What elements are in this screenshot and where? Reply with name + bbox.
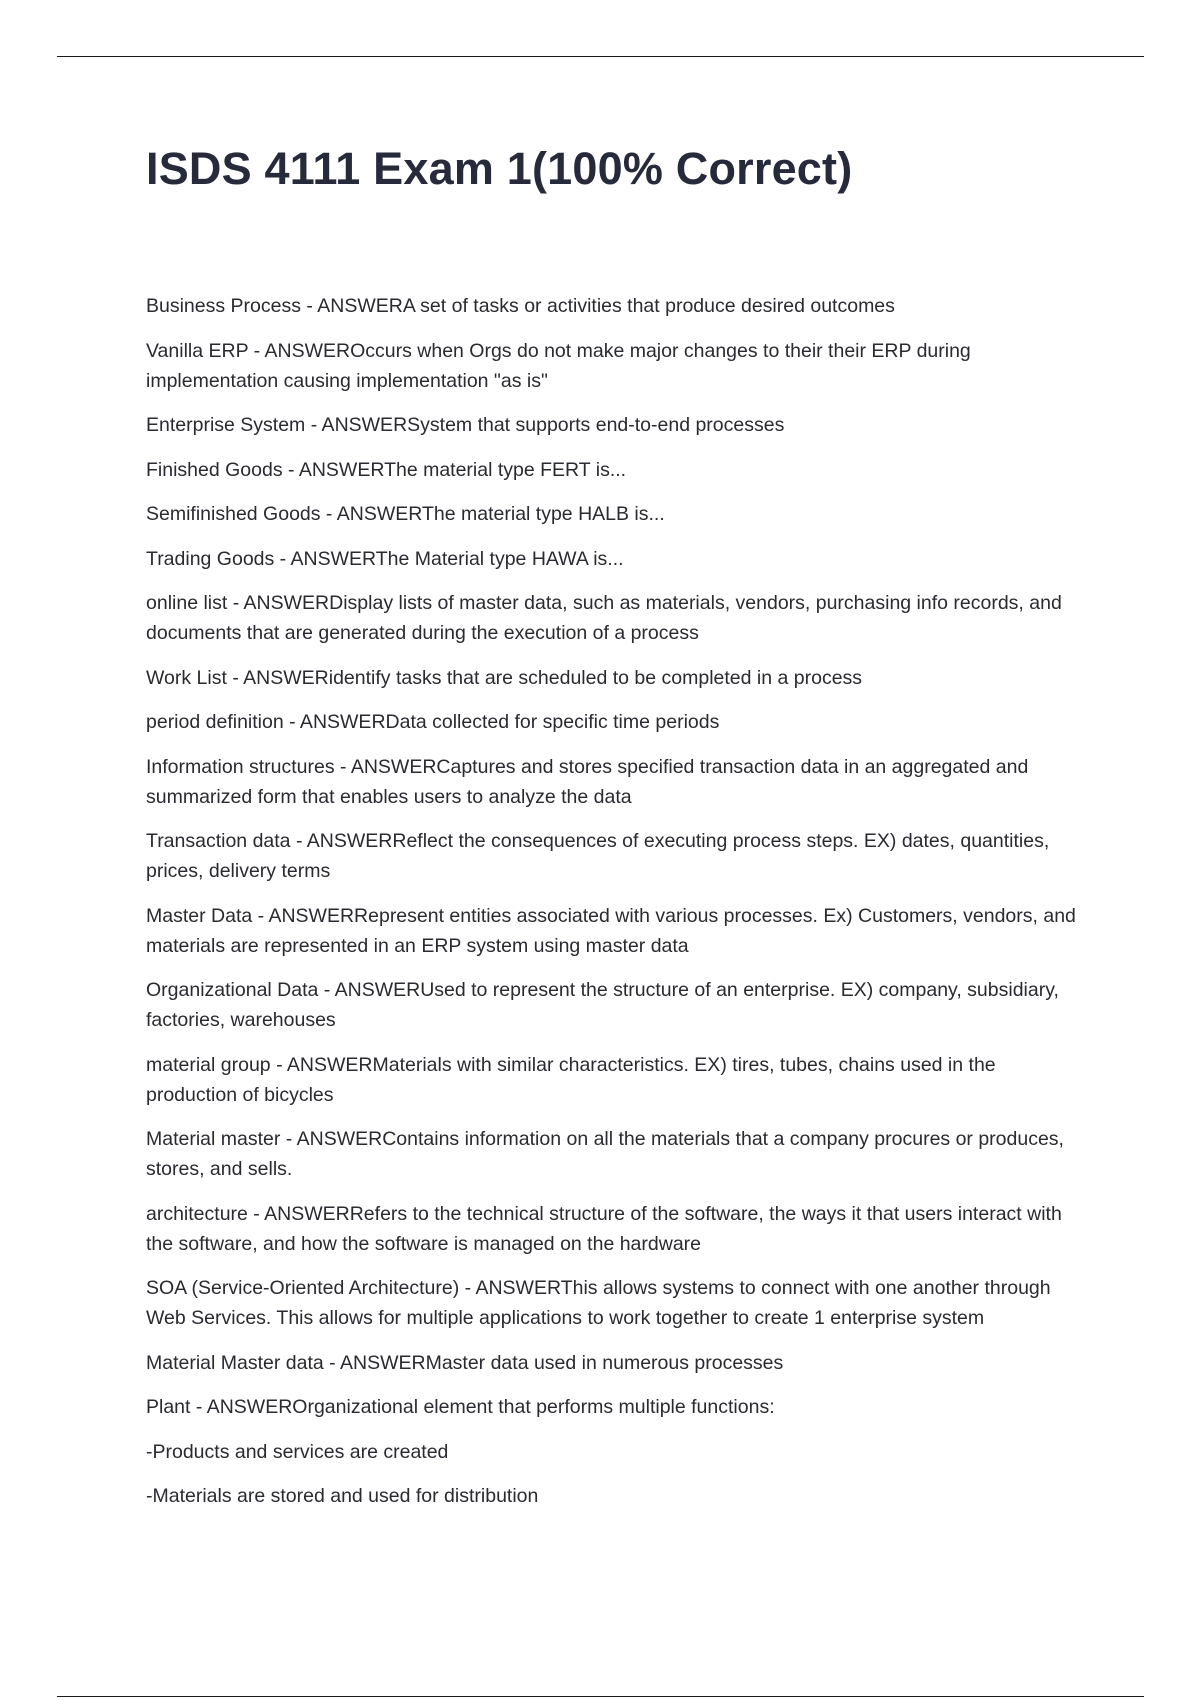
list-item: Work List - ANSWERidentify tasks that are scheduled to be completed in a process [146,666,863,689]
list-item: -Materials are stored and used for distribution [146,1485,539,1507]
list-item: -Products and services are created [146,1440,449,1463]
document-title: ISDS 4111 Exam 1(100% Correct) [146,143,853,194]
list-item: material group - ANSWERMaterials with similar characteristics. EX) tires, tubes, chains used in the production of bicycles [146,1053,996,1106]
list-item: Material Master data - ANSWERMaster data used in numerous processes [146,1351,784,1374]
list-item: period definition - ANSWERData collected for specific time periods [146,711,720,733]
top-divider-line [57,56,1144,57]
list-item: Plant - ANSWEROrganizational element that performs multiple functions: [146,1396,775,1418]
list-item: Transaction data - ANSWERReflect the consequences of executing process steps. EX) dates, quantities, prices, delivery terms [146,830,1050,882]
list-item: Vanilla ERP - ANSWEROccurs when Orgs do not make major changes to their their ERP during implementation causing implementation "as is" [146,339,971,392]
list-item: Master Data - ANSWERRepresent entities associated with various processes. Ex) Customers, vendors, and materials are represented in an ERP system using master data [146,904,1076,957]
list-item: Organizational Data - ANSWERUsed to represent the structure of an enterprise. EX) company, subsidiary, factories, warehouses [146,979,1059,1031]
list-item: architecture - ANSWERRefers to the technical structure of the software, the ways it that users interact with the software, and how the software is managed on the hardware [146,1202,1062,1255]
list-item: Business Process - ANSWERA set of tasks or activities that produce desired outcomes [146,295,895,317]
list-item: Trading Goods - ANSWERThe Material type HAWA is... [146,547,624,570]
list-item: Finished Goods - ANSWERThe material type FERT is... [146,458,627,481]
list-item: Semifinished Goods - ANSWERThe material type HALB is... [146,503,665,525]
list-item: SOA (Service-Oriented Architecture) - ANSWERThis allows systems to connect with one another through Web Services. This allows for multiple applications to work together to create 1 enterprise system [146,1277,1051,1329]
list-item: Enterprise System - ANSWERSystem that supports end-to-end processes [146,414,785,436]
list-item: Information structures - ANSWERCaptures and stores specified transaction data in an aggregated and summarized form that enables users to analyze the data [146,755,1029,808]
answer-list [146,291,1076,1526]
list-item: online list - ANSWERDisplay lists of master data, such as materials, vendors, purchasing info records, and documents that are generated during the execution of a process [146,592,1062,644]
list-item: Material master - ANSWERContains information on all the materials that a company procures or produces, stores, and sells. [146,1128,1064,1180]
bottom-divider-line [57,1696,1144,1697]
